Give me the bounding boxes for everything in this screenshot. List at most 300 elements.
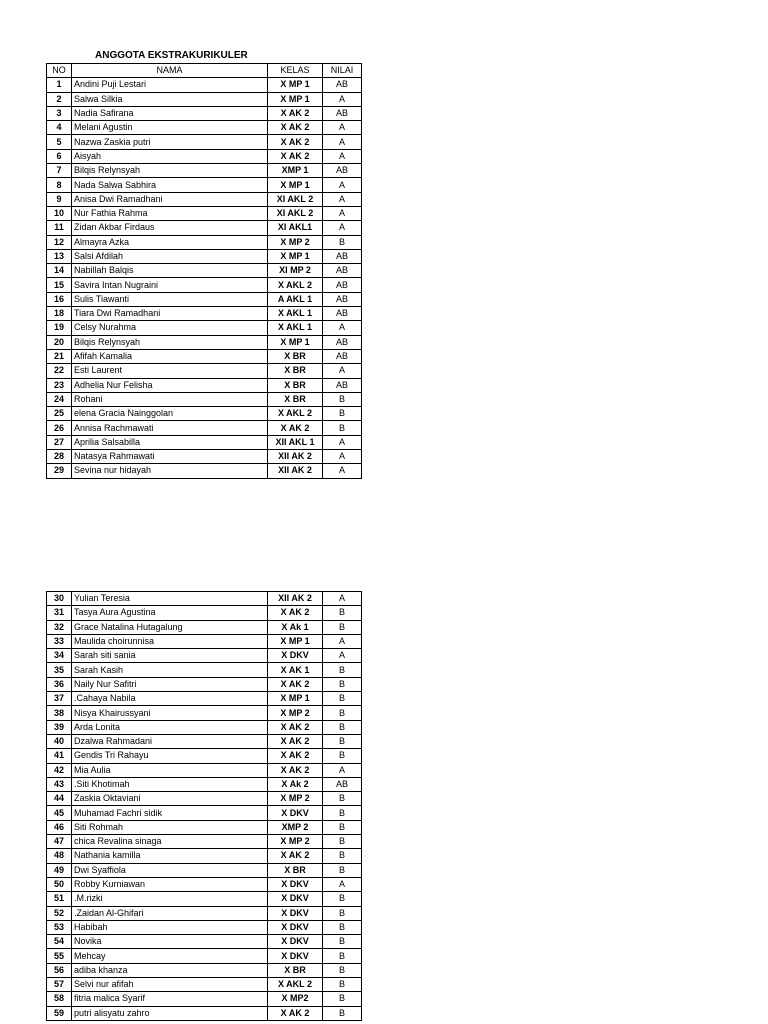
- cell-nilai: A: [323, 192, 362, 206]
- table-row: [47, 92, 362, 106]
- cell-kelas: X AKL 1: [268, 321, 323, 335]
- table-row: [47, 863, 362, 877]
- cell-no: 43: [47, 777, 72, 791]
- table-row: [47, 149, 362, 163]
- table-row: [47, 464, 362, 478]
- table-row: [47, 392, 362, 406]
- cell-kelas: X BR: [268, 378, 323, 392]
- cell-kelas: X AK 2: [268, 106, 323, 120]
- cell-nilai: B: [323, 606, 362, 620]
- cell-kelas: X DKV: [268, 806, 323, 820]
- cell-nilai: AB: [323, 264, 362, 278]
- header-no: NO: [47, 64, 72, 78]
- cell-no: 35: [47, 663, 72, 677]
- table-body-1: [47, 78, 362, 478]
- cell-no: 39: [47, 720, 72, 734]
- header-nilai: NILAI: [323, 64, 362, 78]
- table-row: [47, 1006, 362, 1020]
- cell-nilai: A: [323, 364, 362, 378]
- cell-nilai: B: [323, 849, 362, 863]
- cell-nama: Grace Natalina Hutagalung: [72, 620, 268, 634]
- cell-no: 57: [47, 978, 72, 992]
- cell-kelas: XI AKL1: [268, 221, 323, 235]
- header-nama: NAMA: [72, 64, 268, 78]
- cell-nilai: B: [323, 963, 362, 977]
- cell-nama: Nur Fathia Rahma: [72, 206, 268, 220]
- cell-no: 13: [47, 249, 72, 263]
- table-row: [47, 720, 362, 734]
- table-row: [47, 321, 362, 335]
- cell-kelas: X AKL 2: [268, 407, 323, 421]
- cell-no: 2: [47, 92, 72, 106]
- cell-nilai: AB: [323, 278, 362, 292]
- cell-kelas: X AKL 1: [268, 307, 323, 321]
- cell-nama: Melani Agustin: [72, 121, 268, 135]
- cell-nilai: B: [323, 407, 362, 421]
- table-row: [47, 364, 362, 378]
- cell-kelas: XI MP 2: [268, 264, 323, 278]
- table-row: [47, 849, 362, 863]
- cell-nilai: B: [323, 820, 362, 834]
- cell-nilai: AB: [323, 777, 362, 791]
- cell-no: 52: [47, 906, 72, 920]
- cell-no: 29: [47, 464, 72, 478]
- table-row: [47, 806, 362, 820]
- cell-nama: Yulian Teresia: [72, 592, 268, 606]
- cell-nama: chica Revalina sinaga: [72, 835, 268, 849]
- cell-nama: fitria malica Syarif: [72, 992, 268, 1006]
- cell-nama: Andini Puji Lestari: [72, 78, 268, 92]
- cell-nama: Salwa Silkia: [72, 92, 268, 106]
- cell-nilai: B: [323, 992, 362, 1006]
- cell-kelas: X BR: [268, 863, 323, 877]
- cell-kelas: X MP 1: [268, 692, 323, 706]
- cell-nama: adiba khanza: [72, 963, 268, 977]
- cell-nama: Novika: [72, 935, 268, 949]
- cell-no: 21: [47, 349, 72, 363]
- cell-nilai: B: [323, 692, 362, 706]
- cell-kelas: X AK 2: [268, 720, 323, 734]
- cell-no: 31: [47, 606, 72, 620]
- cell-nama: Dwi Syaffiola: [72, 863, 268, 877]
- cell-nilai: A: [323, 464, 362, 478]
- cell-kelas: XII AK 2: [268, 450, 323, 464]
- cell-nilai: B: [323, 1006, 362, 1020]
- cell-nilai: A: [323, 149, 362, 163]
- cell-nama: Mehcay: [72, 949, 268, 963]
- cell-no: 34: [47, 649, 72, 663]
- cell-nilai: A: [323, 877, 362, 891]
- cell-nilai: A: [323, 206, 362, 220]
- cell-no: 56: [47, 963, 72, 977]
- cell-nilai: B: [323, 792, 362, 806]
- cell-nama: Bilqis Relynsyah: [72, 335, 268, 349]
- cell-nilai: B: [323, 935, 362, 949]
- cell-no: 23: [47, 378, 72, 392]
- cell-nilai: A: [323, 178, 362, 192]
- cell-kelas: X DKV: [268, 892, 323, 906]
- table-row: [47, 734, 362, 748]
- table-row: [47, 892, 362, 906]
- cell-kelas: X Ak 2: [268, 777, 323, 791]
- cell-kelas: X BR: [268, 963, 323, 977]
- cell-kelas: X AK 2: [268, 763, 323, 777]
- cell-nama: Aprilia Salsabilla: [72, 435, 268, 449]
- cell-kelas: X BR: [268, 349, 323, 363]
- table-row: [47, 378, 362, 392]
- cell-kelas: XMP 1: [268, 164, 323, 178]
- table-row: [47, 278, 362, 292]
- cell-kelas: XII AK 2: [268, 464, 323, 478]
- cell-no: 14: [47, 264, 72, 278]
- cell-nama: elena Gracia Nainggolan: [72, 407, 268, 421]
- cell-no: 37: [47, 692, 72, 706]
- table-row: [47, 264, 362, 278]
- cell-nama: Sulis Tiawanti: [72, 292, 268, 306]
- cell-nama: Almayra Azka: [72, 235, 268, 249]
- cell-nilai: B: [323, 392, 362, 406]
- cell-no: 58: [47, 992, 72, 1006]
- cell-nilai: B: [323, 835, 362, 849]
- cell-nama: Naily Nur Safitri: [72, 677, 268, 691]
- table-row: [47, 307, 362, 321]
- table-row: [47, 949, 362, 963]
- cell-no: 50: [47, 877, 72, 891]
- cell-no: 9: [47, 192, 72, 206]
- table-row: [47, 906, 362, 920]
- table-row: [47, 706, 362, 720]
- table-row: [47, 820, 362, 834]
- table-row: [47, 663, 362, 677]
- cell-kelas: X DKV: [268, 906, 323, 920]
- table-row: [47, 935, 362, 949]
- table-row: [47, 249, 362, 263]
- cell-no: 22: [47, 364, 72, 378]
- cell-no: 10: [47, 206, 72, 220]
- cell-kelas: X DKV: [268, 949, 323, 963]
- table-row: [47, 763, 362, 777]
- cell-no: 28: [47, 450, 72, 464]
- cell-nilai: B: [323, 677, 362, 691]
- table-row: [47, 135, 362, 149]
- cell-kelas: X DKV: [268, 877, 323, 891]
- cell-no: 25: [47, 407, 72, 421]
- cell-kelas: X DKV: [268, 920, 323, 934]
- cell-nama: Afifah Kamalia: [72, 349, 268, 363]
- table-row: [47, 164, 362, 178]
- cell-kelas: X BR: [268, 392, 323, 406]
- cell-nilai: B: [323, 863, 362, 877]
- cell-kelas: X AK 2: [268, 849, 323, 863]
- cell-no: 1: [47, 78, 72, 92]
- cell-no: 3: [47, 106, 72, 120]
- members-table-2: [46, 591, 362, 1021]
- cell-nama: Mia Aulia: [72, 763, 268, 777]
- cell-kelas: X MP 2: [268, 706, 323, 720]
- table-row: [47, 221, 362, 235]
- cell-no: 42: [47, 763, 72, 777]
- cell-no: 8: [47, 178, 72, 192]
- cell-kelas: X AK 2: [268, 734, 323, 748]
- cell-kelas: XI AKL 2: [268, 206, 323, 220]
- cell-no: 38: [47, 706, 72, 720]
- cell-nama: Arda Lonita: [72, 720, 268, 734]
- cell-kelas: X DKV: [268, 649, 323, 663]
- table-row: [47, 978, 362, 992]
- cell-nilai: B: [323, 749, 362, 763]
- table-row: [47, 677, 362, 691]
- cell-nilai: B: [323, 421, 362, 435]
- cell-nilai: AB: [323, 78, 362, 92]
- cell-kelas: X MP 2: [268, 235, 323, 249]
- table-row: [47, 963, 362, 977]
- cell-no: 11: [47, 221, 72, 235]
- table-row: [47, 421, 362, 435]
- cell-no: 49: [47, 863, 72, 877]
- cell-nama: Sarah Kasih: [72, 663, 268, 677]
- cell-nama: Rohani: [72, 392, 268, 406]
- cell-nilai: B: [323, 663, 362, 677]
- cell-kelas: X AKL 2: [268, 978, 323, 992]
- cell-nama: Nadia Safirana: [72, 106, 268, 120]
- table-row: [47, 992, 362, 1006]
- cell-nilai: A: [323, 435, 362, 449]
- cell-no: 12: [47, 235, 72, 249]
- cell-no: 41: [47, 749, 72, 763]
- cell-kelas: X AK 2: [268, 1006, 323, 1020]
- cell-nilai: AB: [323, 335, 362, 349]
- cell-no: 18: [47, 307, 72, 321]
- cell-nilai: A: [323, 450, 362, 464]
- cell-nilai: B: [323, 906, 362, 920]
- table-row: [47, 920, 362, 934]
- cell-kelas: X AK 2: [268, 421, 323, 435]
- cell-nama: Nisya Khairussyani: [72, 706, 268, 720]
- cell-no: 26: [47, 421, 72, 435]
- cell-nilai: B: [323, 706, 362, 720]
- cell-nama: Anisa Dwi Ramadhani: [72, 192, 268, 206]
- cell-no: 27: [47, 435, 72, 449]
- cell-nilai: B: [323, 620, 362, 634]
- table-row: [47, 450, 362, 464]
- cell-nilai: AB: [323, 292, 362, 306]
- cell-nilai: B: [323, 949, 362, 963]
- cell-nilai: B: [323, 920, 362, 934]
- cell-nilai: B: [323, 978, 362, 992]
- cell-nilai: B: [323, 720, 362, 734]
- cell-nama: .Zaidan Al-Ghifari: [72, 906, 268, 920]
- table-row: [47, 792, 362, 806]
- table-row: [47, 335, 362, 349]
- cell-no: 6: [47, 149, 72, 163]
- cell-no: 44: [47, 792, 72, 806]
- cell-nama: Habibah: [72, 920, 268, 934]
- cell-nilai: AB: [323, 349, 362, 363]
- cell-kelas: X MP2: [268, 992, 323, 1006]
- page-title: ANGGOTA EKSTRAKURIKULER: [95, 50, 248, 61]
- cell-nama: Annisa Rachmawati: [72, 421, 268, 435]
- cell-nama: Esti Laurent: [72, 364, 268, 378]
- table-row: [47, 78, 362, 92]
- cell-nama: Dzalwa Rahmadani: [72, 734, 268, 748]
- cell-kelas: XI AKL 2: [268, 192, 323, 206]
- header-kelas: KELAS: [268, 64, 323, 78]
- cell-kelas: X MP 1: [268, 92, 323, 106]
- cell-no: 7: [47, 164, 72, 178]
- cell-nama: Nazwa Zaskia putri: [72, 135, 268, 149]
- table-row: [47, 178, 362, 192]
- cell-nama: .Cahaya Nabila: [72, 692, 268, 706]
- cell-nilai: AB: [323, 106, 362, 120]
- table-header-row: [47, 64, 362, 78]
- table-row: [47, 749, 362, 763]
- cell-no: 59: [47, 1006, 72, 1020]
- table-row: [47, 620, 362, 634]
- table-row: [47, 235, 362, 249]
- cell-nama: Muhamad Fachri sidik: [72, 806, 268, 820]
- cell-nilai: A: [323, 321, 362, 335]
- cell-no: 54: [47, 935, 72, 949]
- cell-no: 55: [47, 949, 72, 963]
- cell-nama: Maulida choirunnisa: [72, 634, 268, 648]
- cell-nilai: AB: [323, 249, 362, 263]
- table-row: [47, 592, 362, 606]
- table-row: [47, 634, 362, 648]
- cell-kelas: X AK 2: [268, 749, 323, 763]
- cell-no: 4: [47, 121, 72, 135]
- cell-kelas: X AK 2: [268, 149, 323, 163]
- cell-kelas: X MP 2: [268, 835, 323, 849]
- cell-nilai: A: [323, 121, 362, 135]
- table-row: [47, 292, 362, 306]
- cell-no: 53: [47, 920, 72, 934]
- cell-nama: Nada Salwa Sabhira: [72, 178, 268, 192]
- table-row: [47, 835, 362, 849]
- cell-kelas: X AK 2: [268, 135, 323, 149]
- cell-kelas: X AK 2: [268, 677, 323, 691]
- cell-kelas: X AK 2: [268, 606, 323, 620]
- cell-nama: Sevina nur hidayah: [72, 464, 268, 478]
- cell-kelas: A AKL 1: [268, 292, 323, 306]
- cell-no: 45: [47, 806, 72, 820]
- cell-no: 46: [47, 820, 72, 834]
- cell-nama: Nabillah Balqis: [72, 264, 268, 278]
- cell-nilai: B: [323, 734, 362, 748]
- cell-nama: Zidan Akbar Firdaus: [72, 221, 268, 235]
- table-body-2: [47, 592, 362, 1021]
- cell-nama: Siti Rohmah: [72, 820, 268, 834]
- cell-kelas: X Ak 1: [268, 620, 323, 634]
- cell-nama: .M.rizki: [72, 892, 268, 906]
- cell-nilai: A: [323, 634, 362, 648]
- cell-nilai: A: [323, 649, 362, 663]
- cell-no: 5: [47, 135, 72, 149]
- cell-nilai: AB: [323, 307, 362, 321]
- cell-kelas: X MP 1: [268, 78, 323, 92]
- members-table-1: [46, 63, 362, 479]
- cell-kelas: X MP 1: [268, 335, 323, 349]
- table-row: [47, 649, 362, 663]
- table-row: [47, 407, 362, 421]
- cell-nilai: A: [323, 221, 362, 235]
- table-row: [47, 192, 362, 206]
- cell-kelas: XMP 2: [268, 820, 323, 834]
- cell-nama: Aisyah: [72, 149, 268, 163]
- cell-nilai: AB: [323, 164, 362, 178]
- cell-nama: Gendis Tri Rahayu: [72, 749, 268, 763]
- cell-nilai: A: [323, 763, 362, 777]
- cell-no: 48: [47, 849, 72, 863]
- cell-nama: .Siti Khotimah: [72, 777, 268, 791]
- cell-no: 40: [47, 734, 72, 748]
- cell-kelas: X MP 1: [268, 634, 323, 648]
- cell-nilai: AB: [323, 378, 362, 392]
- table-row: [47, 349, 362, 363]
- table-row: [47, 877, 362, 891]
- cell-kelas: X AK 1: [268, 663, 323, 677]
- cell-kelas: XII AK 2: [268, 592, 323, 606]
- cell-kelas: X MP 2: [268, 792, 323, 806]
- cell-kelas: X MP 1: [268, 249, 323, 263]
- cell-nilai: B: [323, 892, 362, 906]
- table-row: [47, 435, 362, 449]
- table-row: [47, 206, 362, 220]
- table-row: [47, 692, 362, 706]
- cell-kelas: X MP 1: [268, 178, 323, 192]
- cell-no: 30: [47, 592, 72, 606]
- cell-nama: Natasya Rahmawati: [72, 450, 268, 464]
- cell-kelas: X DKV: [268, 935, 323, 949]
- cell-kelas: X AKL 2: [268, 278, 323, 292]
- cell-nama: Zaskia Oktaviani: [72, 792, 268, 806]
- cell-nama: Salsi Afdilah: [72, 249, 268, 263]
- cell-kelas: X AK 2: [268, 121, 323, 135]
- cell-nilai: B: [323, 235, 362, 249]
- table-row: [47, 777, 362, 791]
- cell-nilai: A: [323, 592, 362, 606]
- cell-no: 16: [47, 292, 72, 306]
- cell-nama: Tiara Dwi Ramadhani: [72, 307, 268, 321]
- table-row: [47, 106, 362, 120]
- cell-nilai: A: [323, 135, 362, 149]
- cell-kelas: X BR: [268, 364, 323, 378]
- cell-nama: Adhelia Nur Felisha: [72, 378, 268, 392]
- cell-no: 32: [47, 620, 72, 634]
- cell-no: 20: [47, 335, 72, 349]
- cell-nilai: B: [323, 806, 362, 820]
- table-row: [47, 606, 362, 620]
- cell-nama: Robby Kurniawan: [72, 877, 268, 891]
- cell-no: 33: [47, 634, 72, 648]
- cell-nama: Nathania kamilla: [72, 849, 268, 863]
- cell-nama: Sarah siti sania: [72, 649, 268, 663]
- cell-no: 36: [47, 677, 72, 691]
- table-row: [47, 121, 362, 135]
- cell-nama: putri alisyatu zahro: [72, 1006, 268, 1020]
- cell-nama: Bilqis Relynsyah: [72, 164, 268, 178]
- cell-nama: Celsy Nurahma: [72, 321, 268, 335]
- cell-nama: Tasya Aura Agustina: [72, 606, 268, 620]
- cell-no: 24: [47, 392, 72, 406]
- cell-no: 47: [47, 835, 72, 849]
- cell-kelas: XII AKL 1: [268, 435, 323, 449]
- cell-no: 51: [47, 892, 72, 906]
- cell-no: 19: [47, 321, 72, 335]
- cell-nilai: A: [323, 92, 362, 106]
- cell-no: 15: [47, 278, 72, 292]
- cell-nama: Selvi nur afifah: [72, 978, 268, 992]
- cell-nama: Savira Intan Nugraini: [72, 278, 268, 292]
